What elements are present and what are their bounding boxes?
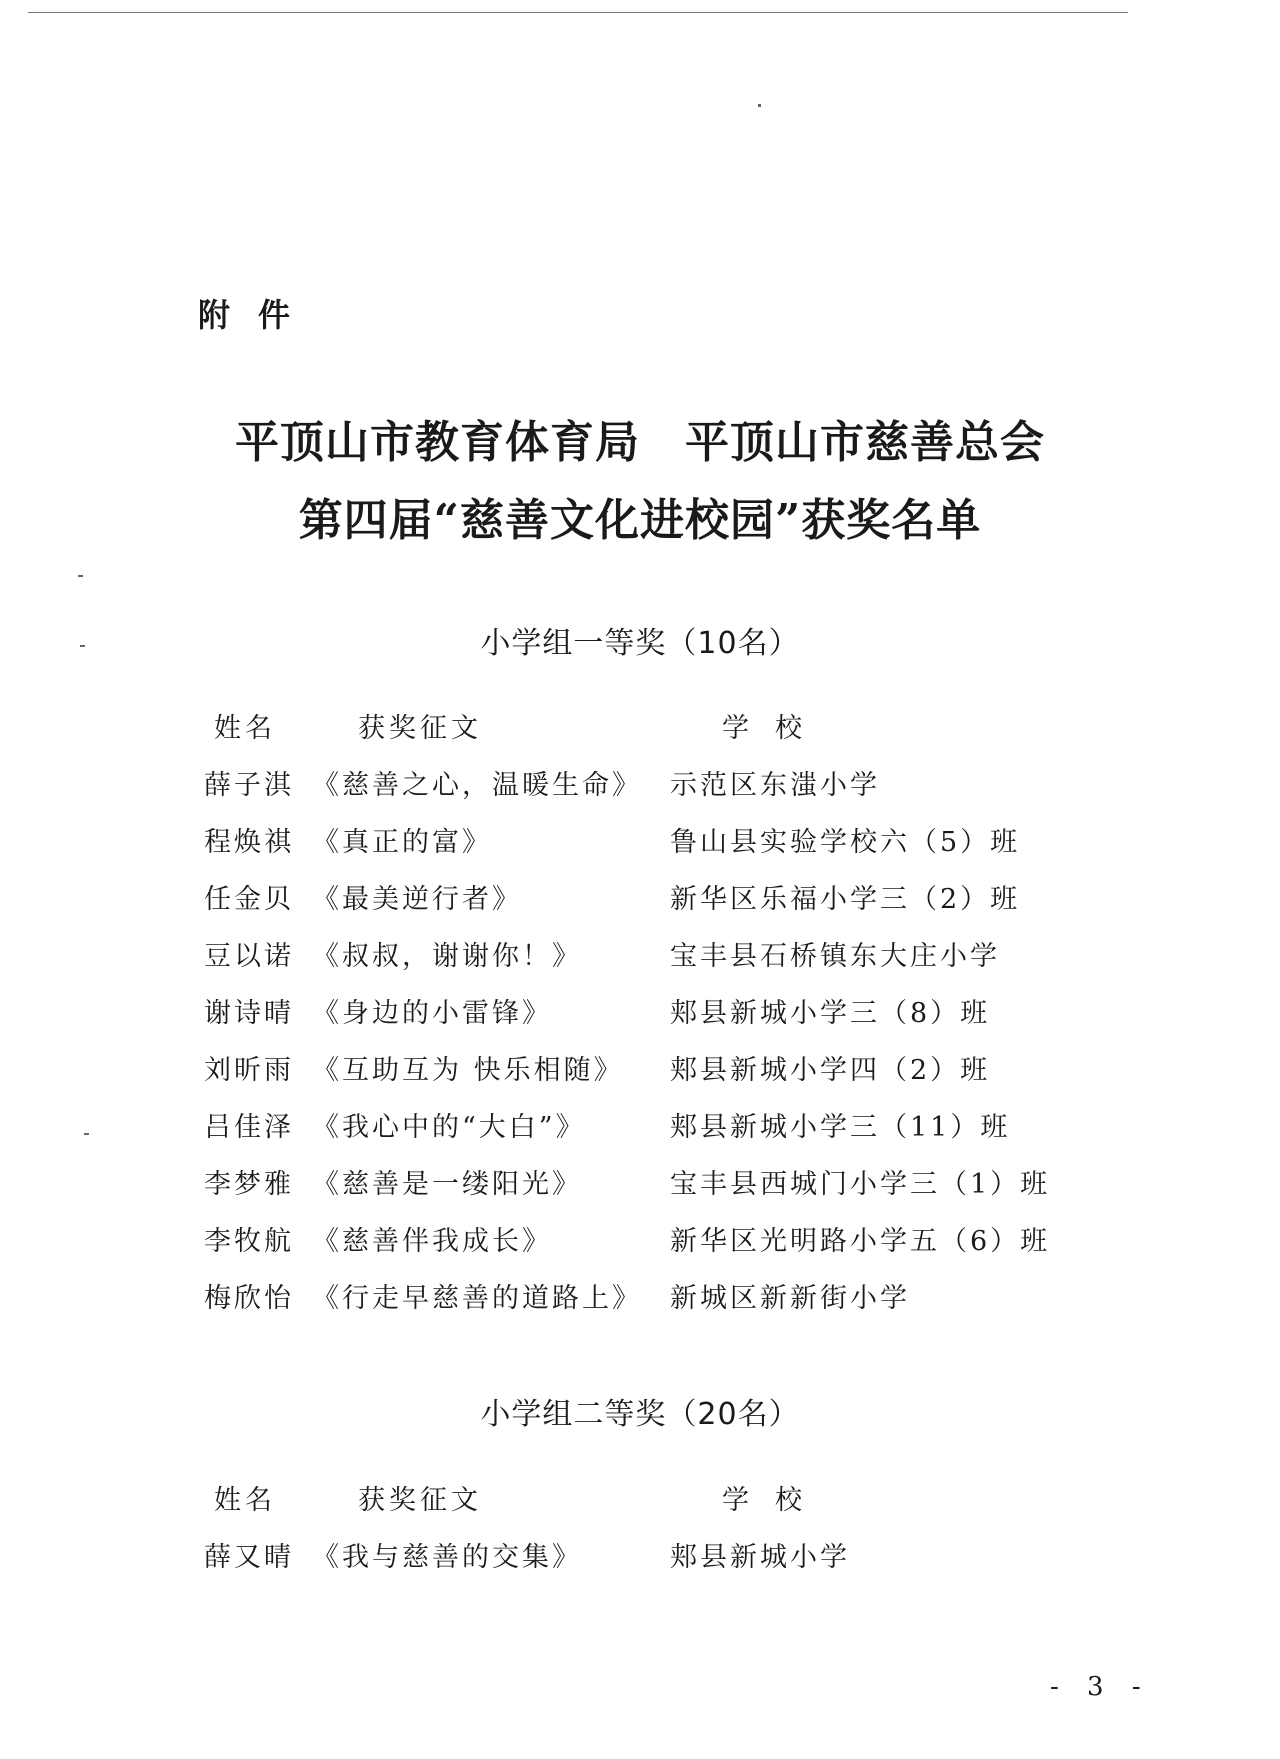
award-school: 新华区乐福小学三（2）班 (670, 884, 1021, 915)
award-essay: 《互助互为 快乐相随》 (312, 1055, 624, 1086)
scan-speck (84, 1133, 89, 1135)
award-school: 宝丰县西城门小学三（1）班 (670, 1169, 1051, 1200)
column-header-name: 姓名 (214, 1485, 276, 1516)
award-school: 鲁山县实验学校六（5）班 (670, 827, 1021, 858)
award-essay: 《我心中的“大白”》 (312, 1112, 586, 1143)
column-header-essay: 获奖征文 (358, 1485, 482, 1516)
award-name: 豆以诺 (204, 941, 294, 972)
award-name: 李梦雅 (204, 1169, 294, 1200)
award-name: 程焕祺 (204, 827, 294, 858)
award-name: 刘昕雨 (204, 1055, 294, 1086)
column-header-name: 姓名 (214, 713, 276, 744)
award-name: 李牧航 (204, 1226, 294, 1257)
column-header-essay: 获奖征文 (358, 713, 482, 744)
award-essay: 《行走早慈善的道路上》 (312, 1283, 642, 1314)
document-title-line-1: 平顶山市教育体育局 平顶山市慈善总会 (235, 417, 1045, 468)
award-school: 宝丰县石桥镇东大庄小学 (670, 941, 1000, 972)
attachment-label: 附件 (198, 296, 319, 334)
award-name: 任金贝 (204, 884, 294, 915)
award-name: 吕佳泽 (204, 1112, 294, 1143)
award-essay: 《最美逆行者》 (312, 884, 522, 915)
award-school: 郏县新城小学三（8）班 (670, 998, 991, 1029)
award-school: 郏县新城小学 (670, 1542, 850, 1573)
document-title-line-2: 第四届“慈善文化进校园”获奖名单 (298, 495, 982, 546)
award-school: 示范区东滍小学 (670, 770, 880, 801)
award-school: 新城区新新街小学 (670, 1283, 910, 1314)
award-essay: 《我与慈善的交集》 (312, 1542, 582, 1573)
scan-speck (78, 575, 83, 577)
award-essay: 《身边的小雷锋》 (312, 998, 552, 1029)
column-header-school: 学校 (722, 713, 828, 744)
top-border-line (28, 12, 1128, 13)
award-essay: 《叔叔，谢谢你！》 (312, 941, 582, 972)
award-essay: 《慈善之心，温暖生命》 (312, 770, 642, 801)
award-name: 谢诗晴 (204, 998, 294, 1029)
section-heading-second-prize: 小学组二等奖（20名） (480, 1397, 800, 1432)
page-number: - 3 - (1050, 1672, 1151, 1702)
award-essay: 《慈善是一缕阳光》 (312, 1169, 582, 1200)
award-essay: 《慈善伴我成长》 (312, 1226, 552, 1257)
award-name: 薛子淇 (204, 770, 294, 801)
award-school: 郏县新城小学四（2）班 (670, 1055, 991, 1086)
section-heading-first-prize: 小学组一等奖（10名） (480, 626, 800, 661)
scan-speck (758, 104, 761, 107)
award-school: 新华区光明路小学五（6）班 (670, 1226, 1051, 1257)
award-name: 薛又晴 (204, 1542, 294, 1573)
award-essay: 《真正的富》 (312, 827, 492, 858)
award-school: 郏县新城小学三（11）班 (670, 1112, 1011, 1143)
award-name: 梅欣怡 (204, 1283, 294, 1314)
column-header-school: 学校 (722, 1485, 828, 1516)
